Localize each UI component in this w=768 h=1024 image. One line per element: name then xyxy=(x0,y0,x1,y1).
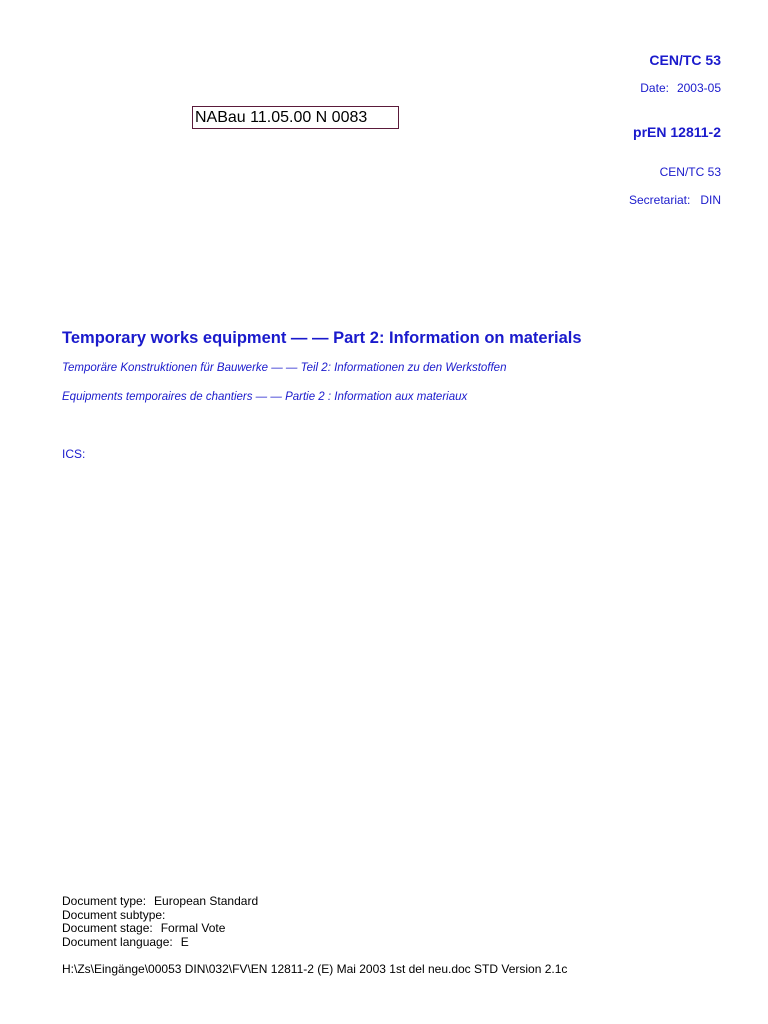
title-french: Equipments temporaires de chantiers — — Partie 2 : Information aux materiaux xyxy=(62,391,468,403)
meta-label: Document language: xyxy=(62,934,173,949)
committee-code-secondary: CEN/TC 53 xyxy=(659,165,721,179)
title-english: Temporary works equipment — — Part 2: Information on materials xyxy=(62,329,582,347)
meta-label: Document type: xyxy=(62,894,147,908)
document-number: prEN 12811-2 xyxy=(633,124,721,140)
title-german: Temporäre Konstruktionen für Bauwerke — — Teil 2: Informationen zu den Werkstoffen xyxy=(62,362,507,374)
reference-number-box: NABau 11.05.00 N 0083 xyxy=(192,106,399,129)
document-meta xyxy=(62,895,258,949)
meta-row-language xyxy=(62,936,258,950)
meta-value: Formal Vote xyxy=(160,921,226,935)
committee-code: CEN/TC 53 xyxy=(649,52,721,68)
date-label: Date: xyxy=(640,81,669,95)
meta-label: Document subtype: xyxy=(62,907,166,922)
meta-row-stage xyxy=(62,922,258,936)
file-path-footer: H:\Zs\Eingänge\00053 DIN\032\FV\EN 12811-2 (E) Mai 2003 1st del neu.doc STD Version 2.1c xyxy=(62,962,568,976)
meta-value: European Standard xyxy=(154,894,259,908)
date-row xyxy=(640,81,721,95)
secretariat-label: Secretariat: xyxy=(628,193,691,207)
meta-row-type xyxy=(62,895,258,909)
meta-value: E xyxy=(180,934,189,949)
secretariat-row xyxy=(629,193,721,207)
meta-label: Document stage: xyxy=(62,921,153,935)
secretariat-value: DIN xyxy=(700,193,721,207)
ics-label: ICS: xyxy=(62,447,86,461)
meta-row-subtype xyxy=(62,909,258,923)
date-value: 2003-05 xyxy=(676,81,721,95)
